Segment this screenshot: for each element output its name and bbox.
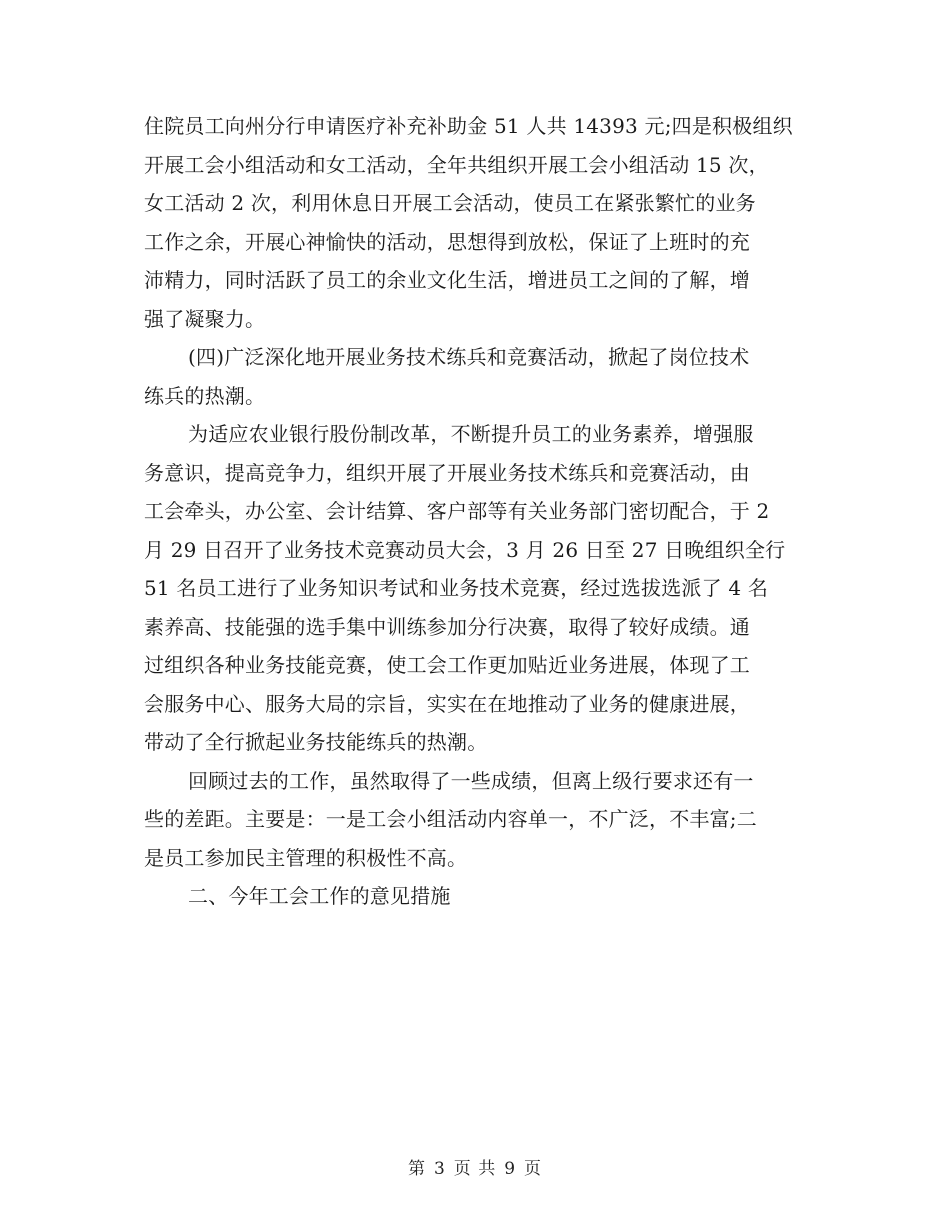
footer-suffix: 页: [524, 1159, 543, 1179]
document-body: [144, 107, 808, 916]
text-line: 过组织各种业务技能竞赛，使工会工作更加贴近业务进展，体现了工: [144, 653, 750, 677]
text-line: 开展工会小组活动和女工活动，全年共组织开展工会小组活动 15 次，: [144, 152, 769, 177]
text-line: 回顾过去的工作，虽然取得了一些成绩，但离上级行要求还有一: [188, 768, 754, 793]
page-footer: [0, 1154, 950, 1179]
text-line: (四)广泛深化地开展业务技术练兵和竞赛活动，掀起了岗位技术: [188, 345, 750, 369]
text-line: 强了凝聚力。: [144, 306, 266, 331]
current-page-number: 3: [433, 1159, 446, 1179]
paragraph-union-activities: [144, 107, 808, 338]
text-line: 带动了全行掀起业务技能练兵的热潮。: [144, 730, 488, 754]
text-line: 务意识，提高竞争力，组织开展了开展业务技术练兵和竞赛活动，由: [144, 460, 750, 485]
text-line: 些的差距。主要是：一是工会小组活动内容单一，不广泛，不丰富;二: [144, 807, 757, 831]
footer-prefix: 第: [407, 1159, 426, 1179]
text-line: 沛精力，同时活跃了员工的余业文化生活，增进员工之间的了解，增: [144, 268, 750, 292]
text-line: 会服务中心、服务大局的宗旨，实实在在地推动了业务的健康进展，: [144, 691, 750, 716]
paragraph-skills-competition: [144, 415, 808, 762]
text-line: 月 29 日召开了业务技术竞赛动员大会，3 月 26 日至 27 日晚组织全行: [144, 537, 786, 562]
paragraph-review-shortcomings: [144, 762, 808, 878]
text-line: 练兵的热潮。: [144, 383, 266, 408]
footer-middle: 页 共: [453, 1159, 497, 1179]
text-line: 为适应农业银行股份制改革，不断提升员工的业务素养，增强服: [188, 422, 754, 446]
text-line: 是员工参加民主管理的积极性不高。: [144, 845, 468, 870]
text-line: 工会牵头，办公室、会计结算、客户部等有关业务部门密切配合，于 2: [144, 499, 770, 523]
text-line: 素养高、技能强的选手集中训练参加分行决赛，取得了较好成绩。通: [144, 614, 750, 639]
text-line: 51 名员工进行了业务知识考试和业务技术竞赛，经过选拔选派了 4 名: [144, 576, 769, 600]
section-heading-two: [144, 877, 808, 916]
text-line: 女工活动 2 次，利用休息日开展工会活动，使员工在紧张繁忙的业务: [144, 191, 756, 215]
total-pages-number: 9: [504, 1159, 517, 1179]
text-line: 住院员工向州分行申请医疗补充补助金 51 人共 14393 元;四是积极组织: [144, 114, 793, 138]
text-line: 工作之余，开展心神愉快的活动，思想得到放松，保证了上班时的充: [144, 229, 750, 254]
text-line: 二、今年工会工作的意见措施: [188, 884, 451, 908]
section-heading-four: [144, 338, 808, 415]
